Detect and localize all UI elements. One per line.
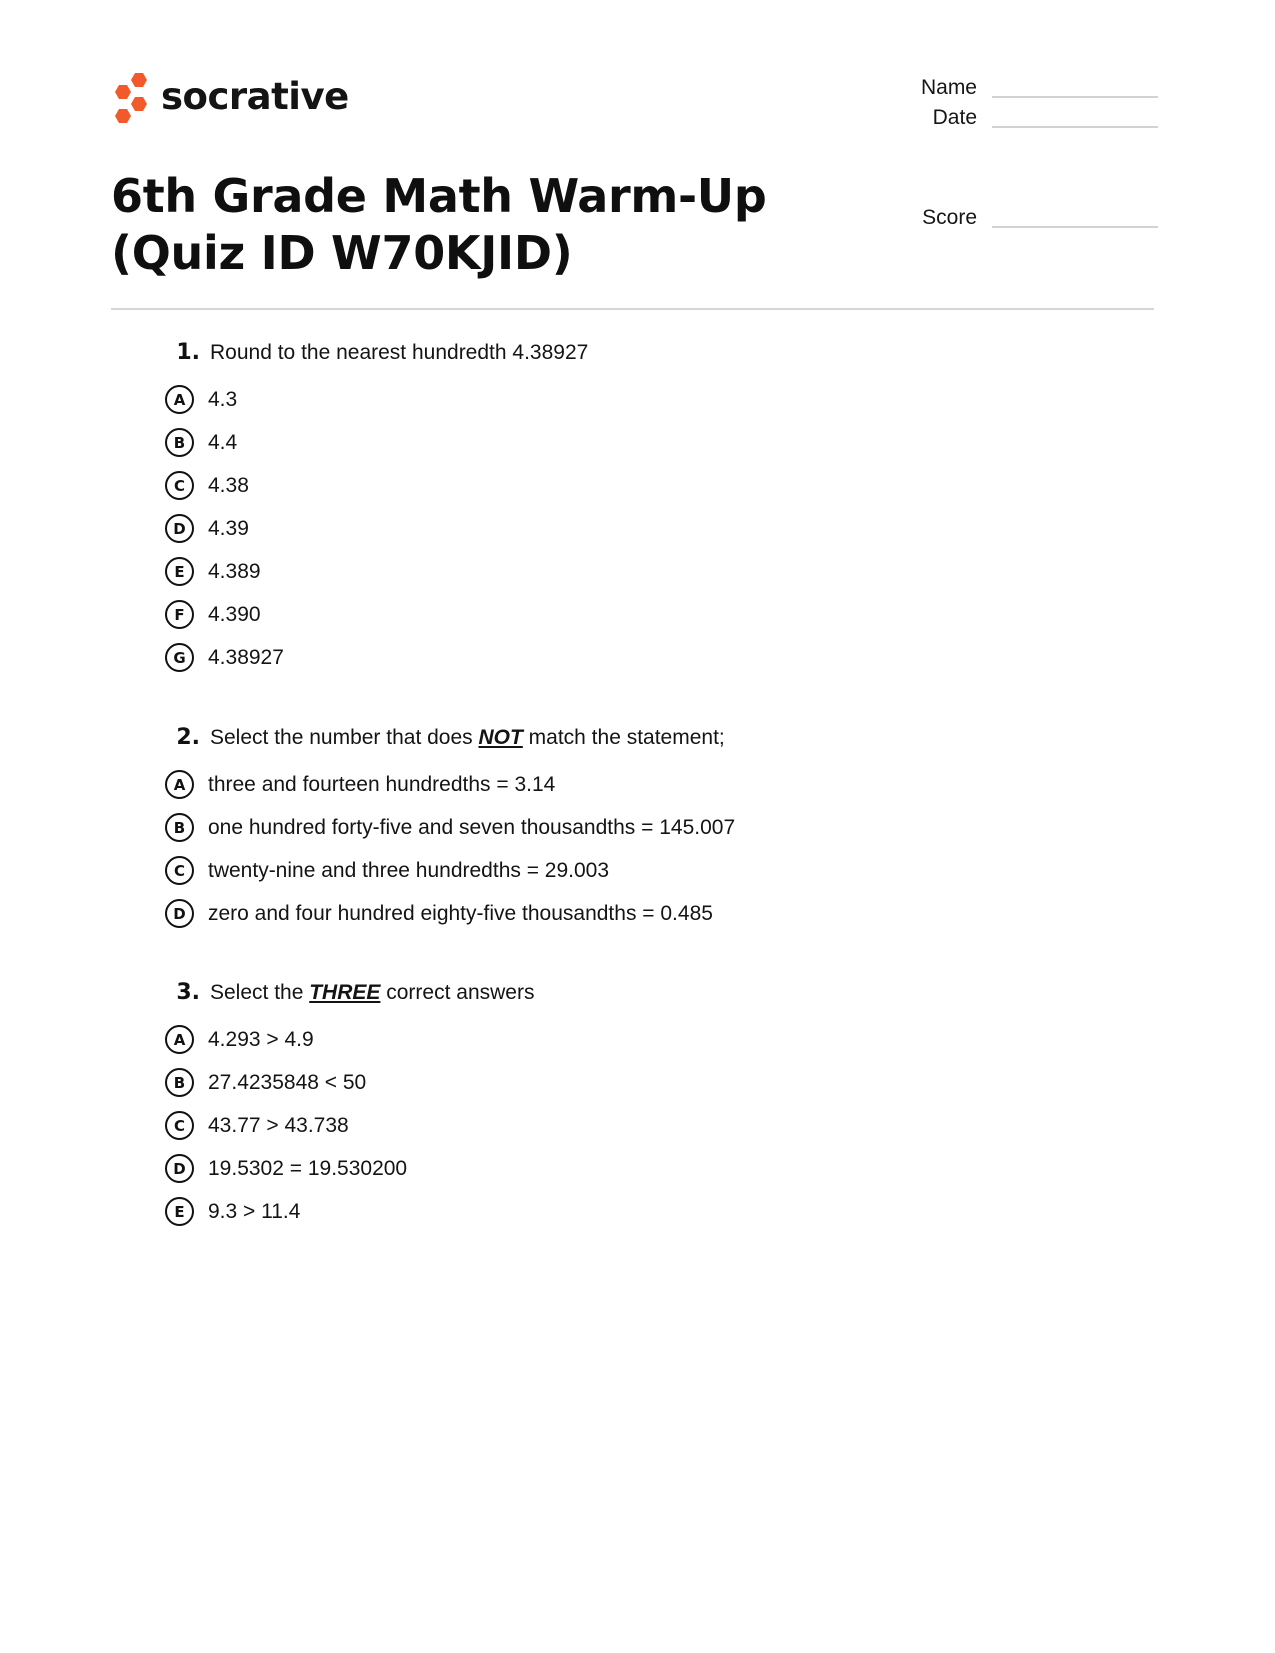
options-list xyxy=(164,763,1064,935)
score-field xyxy=(889,206,1158,230)
question-header xyxy=(164,725,1064,763)
question-header xyxy=(164,340,1064,378)
option-text: 19.5302 = 19.530200 xyxy=(208,1156,408,1180)
option-e[interactable] xyxy=(164,550,1064,593)
question-3 xyxy=(164,980,1064,1233)
option-text: 4.38927 xyxy=(208,645,284,669)
option-c[interactable] xyxy=(164,1104,1064,1147)
option-letter-badge[interactable]: A xyxy=(165,385,194,414)
option-text: 4.38 xyxy=(208,473,249,497)
option-letter-badge[interactable]: F xyxy=(165,600,194,629)
option-d[interactable] xyxy=(164,892,1064,935)
name-field xyxy=(889,76,1158,100)
option-text: zero and four hundred eighty-five thousandths = 0.485 xyxy=(208,901,713,925)
date-label: Date xyxy=(932,106,977,129)
option-text: twenty-nine and three hundredths = 29.003 xyxy=(208,858,610,882)
option-d[interactable] xyxy=(164,1147,1064,1190)
option-letter-badge[interactable]: C xyxy=(165,1111,194,1140)
question-text: Select the THREE correct answers xyxy=(210,981,535,1004)
hexagon-cluster-icon xyxy=(111,73,151,123)
name-label: Name xyxy=(920,76,977,99)
option-text: 4.293 > 4.9 xyxy=(208,1027,314,1051)
option-text: 4.3 xyxy=(208,387,238,411)
option-text: 27.4235848 < 50 xyxy=(208,1070,367,1094)
option-text: 4.39 xyxy=(208,516,249,540)
option-letter-badge[interactable]: E xyxy=(165,557,194,586)
option-letter-badge[interactable]: D xyxy=(165,1154,194,1183)
option-text: 9.3 > 11.4 xyxy=(208,1199,301,1223)
socrative-logo xyxy=(111,72,349,124)
emphasis-not: NOT xyxy=(478,726,523,749)
option-b[interactable] xyxy=(164,806,1064,849)
option-letter-badge[interactable]: B xyxy=(165,813,194,842)
option-c[interactable] xyxy=(164,464,1064,507)
option-letter-badge[interactable]: B xyxy=(165,1068,194,1097)
brand-name: socrative xyxy=(161,74,349,118)
date-field xyxy=(889,106,1158,130)
option-letter-badge[interactable]: G xyxy=(165,643,194,672)
score-blank-line[interactable] xyxy=(992,226,1158,228)
question-text: Round to the nearest hundredth 4.38927 xyxy=(210,341,589,364)
option-b[interactable] xyxy=(164,1061,1064,1104)
question-number: 2. xyxy=(176,725,200,750)
option-letter-badge[interactable]: C xyxy=(165,856,194,885)
option-letter-badge[interactable]: A xyxy=(165,1025,194,1054)
option-letter-badge[interactable]: D xyxy=(165,514,194,543)
option-text: three and fourteen hundredths = 3.14 xyxy=(208,772,556,796)
question-1 xyxy=(164,340,1064,679)
emphasis-three: THREE xyxy=(309,981,381,1004)
options-list xyxy=(164,1018,1064,1233)
option-a[interactable] xyxy=(164,1018,1064,1061)
options-list xyxy=(164,378,1064,679)
option-text: 4.390 xyxy=(208,602,261,626)
name-blank-line[interactable] xyxy=(992,96,1158,98)
option-c[interactable] xyxy=(164,849,1064,892)
question-text: Select the number that does NOT match the statement; xyxy=(210,726,725,749)
option-letter-badge[interactable]: D xyxy=(165,899,194,928)
option-text: 4.4 xyxy=(208,430,238,454)
option-b[interactable] xyxy=(164,421,1064,464)
question-header xyxy=(164,980,1064,1018)
question-number: 1. xyxy=(176,340,200,365)
option-d[interactable] xyxy=(164,507,1064,550)
option-letter-badge[interactable]: E xyxy=(165,1197,194,1226)
option-letter-badge[interactable]: C xyxy=(165,471,194,500)
option-a[interactable] xyxy=(164,378,1064,421)
header-divider xyxy=(111,308,1154,310)
option-letter-badge[interactable]: B xyxy=(165,428,194,457)
date-blank-line[interactable] xyxy=(992,126,1158,128)
question-number: 3. xyxy=(176,980,200,1005)
option-a[interactable] xyxy=(164,763,1064,806)
option-text: 4.389 xyxy=(208,559,261,583)
option-text: one hundred forty-five and seven thousandths = 145.007 xyxy=(208,815,736,839)
option-text: 43.77 > 43.738 xyxy=(208,1113,349,1137)
question-2 xyxy=(164,725,1064,935)
quiz-title: 6th Grade Math Warm-Up (Quiz ID W70KJID) xyxy=(111,169,767,280)
option-letter-badge[interactable]: A xyxy=(165,770,194,799)
option-f[interactable] xyxy=(164,593,1064,636)
option-e[interactable] xyxy=(164,1190,1064,1233)
score-label: Score xyxy=(922,206,977,229)
option-g[interactable] xyxy=(164,636,1064,679)
